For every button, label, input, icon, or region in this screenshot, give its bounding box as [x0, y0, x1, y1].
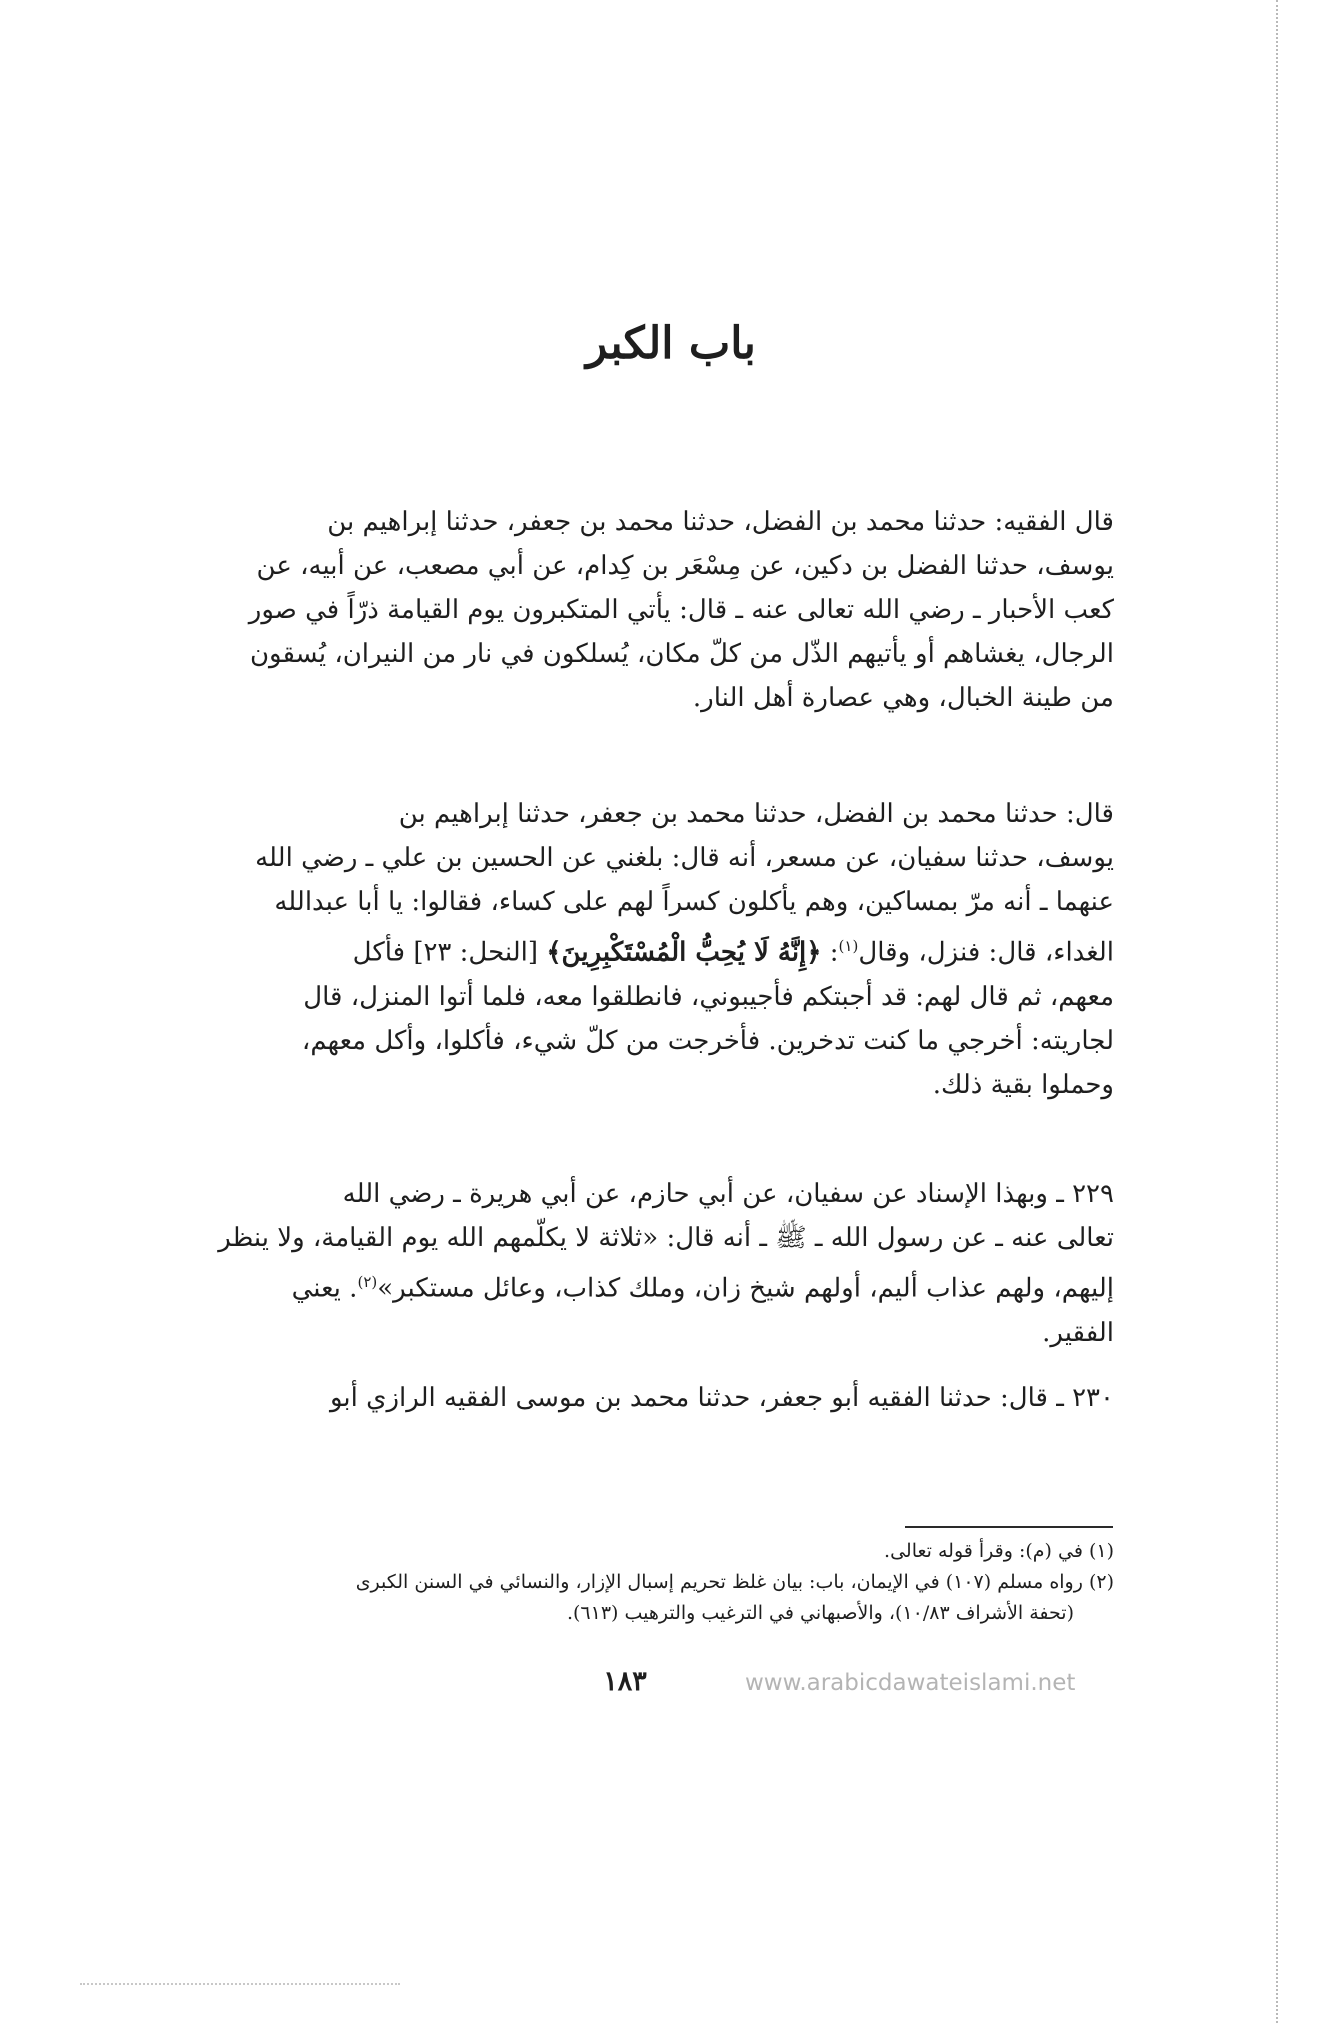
paragraph-2-line: لجاريته: أخرجي ما كنت تدخرين. فأخرجت من كلّ شيء، فأكلوا، وأكل معهم، — [301, 1025, 1114, 1056]
footnote-marker-1: (١) — [838, 937, 859, 955]
paragraph-1 — [148, 500, 1114, 720]
paragraph-1-line: قال الفقيه: حدثنا محمد بن الفضل، حدثنا محمد بن جعفر، حدثنا إبراهيم بن — [327, 507, 1114, 537]
hadith-230 — [148, 1376, 1114, 1420]
footnote-separator — [905, 1526, 1113, 1528]
hadith-230-line: ٢٣٠ ـ قال: حدثنا الفقيه أبو جعفر، حدثنا محمد بن موسى الفقيه الرازي أبو — [329, 1383, 1114, 1413]
paragraph-1-line: كعب الأحبار ـ رضي الله تعالى عنه ـ قال: يأتي المتكبرون يوم القيامة ذرّاً في صور — [248, 595, 1114, 625]
paragraph-1-line: الرجال، يغشاهم أو يأتيهم الذّل من كلّ مكان، يُسلكون في نار من النيران، يُسقون — [249, 639, 1114, 669]
hadith-229 — [148, 1172, 1114, 1355]
page-number: ١٨٣ — [603, 1666, 647, 1697]
scan-specks — [80, 1983, 400, 1989]
paragraph-2-line: وحملوا بقية ذلك. — [932, 1069, 1114, 1100]
hadith-229-line: ٢٢٩ ـ وبهذا الإسناد عن سفيان، عن أبي حازم، عن أبي هريرة ـ رضي الله — [342, 1179, 1114, 1209]
page-edge-line — [1276, 0, 1278, 2023]
hadith-229-line: الفقير. — [1042, 1317, 1114, 1348]
paragraph-1-line: يوسف، حدثنا الفضل بن دكين، عن مِسْعَر بن كِدام، عن أبي مصعب، عن أبيه، عن — [256, 551, 1114, 581]
verse-colon: : — [821, 937, 839, 968]
hadith-229-line: تعالى عنه ـ عن رسول الله ـ ﷺ ـ أنه قال: «ثلاثة لا يكلّمهم الله يوم القيامة، ولا ينظر — [218, 1223, 1114, 1253]
paragraph-2 — [148, 792, 1114, 1107]
footnote-marker-2: (٢) — [357, 1273, 378, 1291]
paragraph-2-line: معهم، ثم قال لهم: قد أجبتكم فأجيبوني، فانطلقوا معه، فلما أتوا المنزل، قال — [303, 981, 1114, 1012]
verse-reference: [النحل: ٢٣] فأكل — [352, 937, 547, 968]
verse-line-start: الغداء، قال: فنزل، وقال — [858, 937, 1114, 968]
paragraph-2-line: قال: حدثنا محمد بن الفضل، حدثنا محمد بن جعفر، حدثنا إبراهيم بن — [398, 799, 1114, 829]
paragraph-2-verse-line — [148, 924, 1114, 975]
quran-verse: ﴿إِنَّهُ لَا يُحِبُّ الْمُسْتَكْبِرِينَ﴾ — [546, 937, 822, 968]
footnote-1: (١) في (م): وقرأ قوله تعالى. — [884, 1540, 1114, 1562]
hadith-text: إليهم، ولهم عذاب أليم، أولهم شيخ زان، وملك كذاب، وعائل مستكبر» — [377, 1273, 1114, 1304]
hadith-229-line — [148, 1260, 1114, 1311]
paragraph-2-line: عنهما ـ أنه مرّ بمساكين، وهم يأكلون كسراً لهم على كساء، فقالوا: يا أبا عبدالله — [274, 887, 1114, 917]
paragraph-2-line: يوسف، حدثنا سفيان، عن مسعر، أنه قال: بلغني عن الحسين بن علي ـ رضي الله — [255, 843, 1114, 873]
footnote-2-continued: (تحفة الأشراف ١٠/٨٣)، والأصبهاني في الترغيب والترهيب (٦١٣). — [566, 1602, 1074, 1624]
footnotes — [148, 1536, 1114, 1629]
paragraph-1-line: من طينة الخبال، وهي عصارة أهل النار. — [692, 683, 1114, 713]
chapter-title: باب الكبر — [586, 318, 756, 369]
footnote-2: (٢) رواه مسلم (١٠٧) في الإيمان، باب: بيان غلظ تحريم إسبال الإزار، والنسائي في السنن الكبرى — [355, 1571, 1114, 1593]
watermark-url: www.arabicdawateislami.net — [745, 1670, 1076, 1696]
hadith-text-end: . يعني — [291, 1273, 358, 1304]
